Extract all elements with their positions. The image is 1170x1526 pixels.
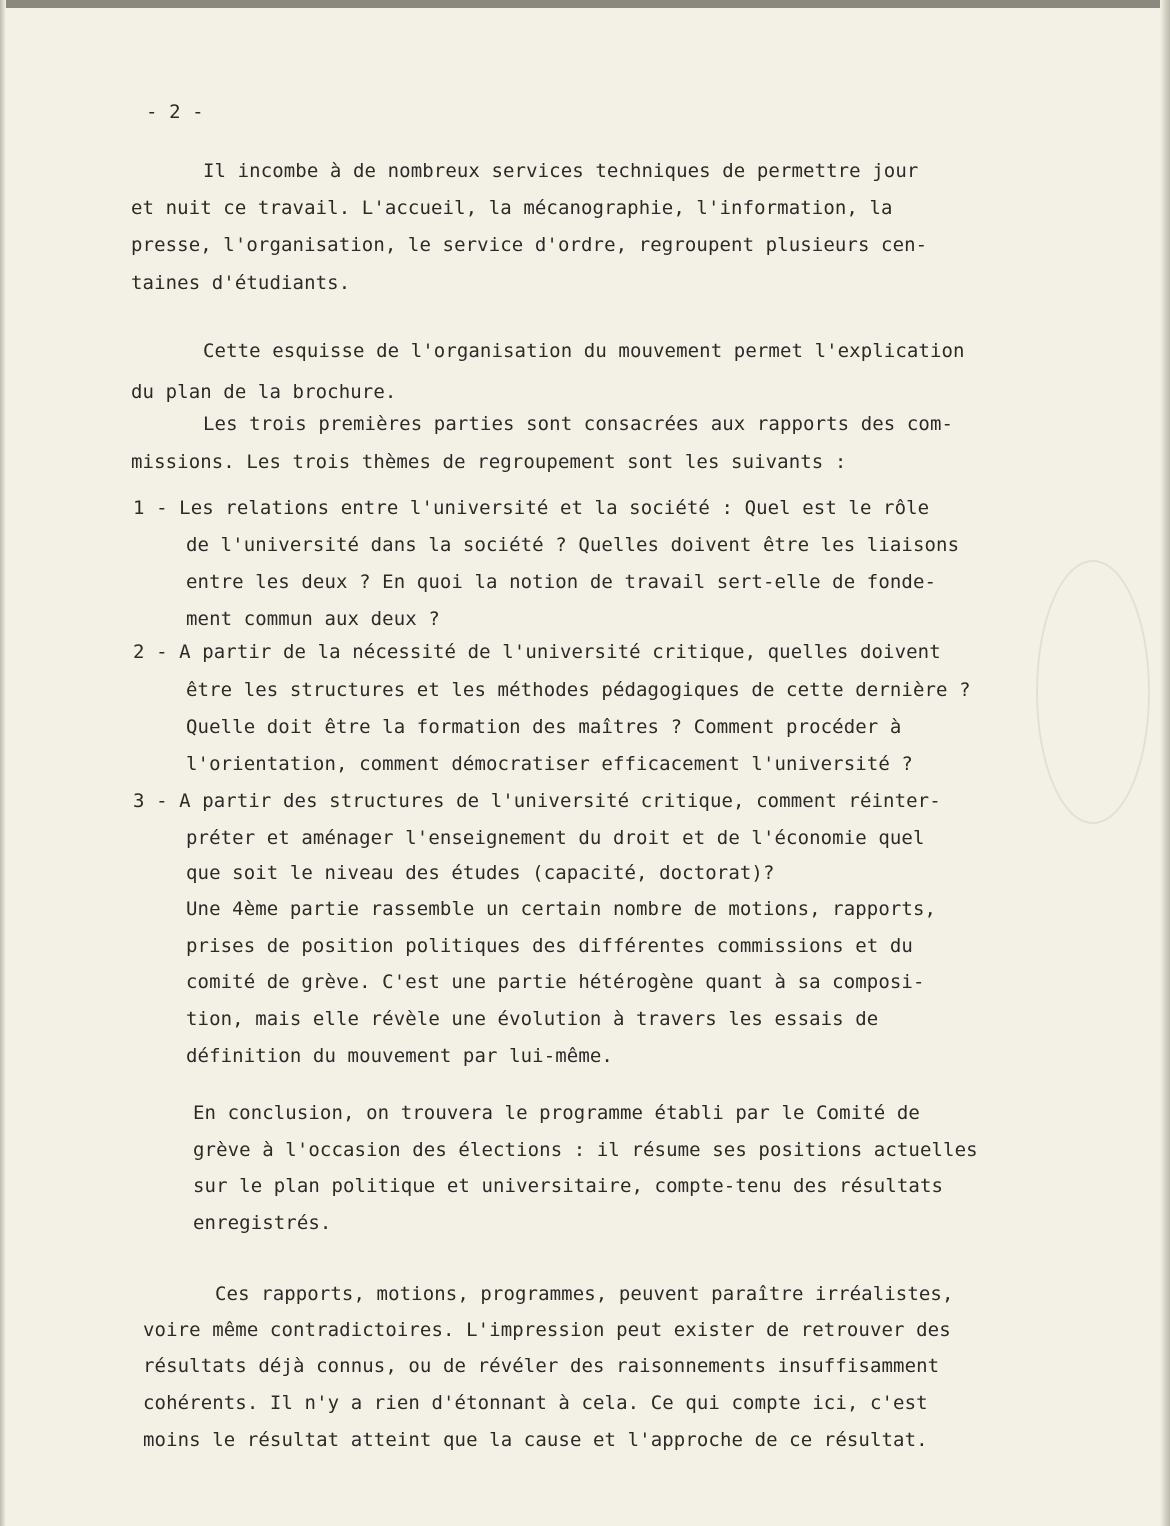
p4-line-2: prises de position politiques des différentes commissions et du [186, 935, 913, 957]
p5-line-2: grève à l'occasion des élections : il résume ses positions actuelles [193, 1139, 978, 1161]
p5-line-4: enregistrés. [193, 1212, 332, 1234]
p6-line-3: résultats déjà connus, ou de révéler des raisonnements insuffisamment [143, 1355, 940, 1377]
item-1-line-1: 1 - Les relations entre l'université et la société : Quel est le rôle [133, 497, 930, 519]
p5-line-1: En conclusion, on trouvera le programme établi par le Comité de [193, 1102, 920, 1124]
show-through-mark [1036, 560, 1150, 824]
item-3-line-1: 3 - A partir des structures de l'université critique, comment réinter- [133, 790, 941, 812]
item-2-line-1: 2 - A partir de la nécessité de l'université critique, quelles doivent [133, 641, 941, 663]
item-1-line-3: entre les deux ? En quoi la notion de travail sert-elle de fonde- [186, 571, 937, 593]
p6-line-5: moins le résultat atteint que la cause et l'approche de ce résultat. [143, 1429, 928, 1451]
p6-line-2: voire même contradictoires. L'impression peut exister de retrouver des [143, 1319, 951, 1341]
p4-line-3: comité de grève. C'est une partie hétérogène quant à sa composi- [186, 971, 925, 993]
page-number: - 2 - [146, 101, 204, 123]
p3-line-2: missions. Les trois thèmes de regroupement sont les suivants : [131, 451, 847, 473]
scan-top-edge [0, 0, 1170, 8]
p1-line-1: Il incombe à de nombreux services techniques de permettre jour [203, 160, 919, 182]
item-2-line-2: être les structures et les méthodes pédagogiques de cette dernière ? [186, 679, 971, 701]
p3-line-1: Les trois premières parties sont consacrées aux rapports des com- [203, 413, 954, 435]
p5-line-3: sur le plan politique et universitaire, compte-tenu des résultats [193, 1175, 944, 1197]
item-3-line-2: préter et aménager l'enseignement du droit et de l'économie quel [186, 827, 925, 849]
scan-left-edge [0, 0, 6, 1526]
item-2-line-3: Quelle doit être la formation des maîtres ? Comment procéder à [186, 716, 902, 738]
p4-line-5: définition du mouvement par lui-même. [186, 1045, 613, 1067]
p4-line-4: tion, mais elle révèle une évolution à travers les essais de [186, 1008, 879, 1030]
item-3-line-3: que soit le niveau des études (capacité, doctorat)? [186, 862, 775, 884]
scan-right-edge [1160, 0, 1170, 1526]
item-2-line-4: l'orientation, comment démocratiser efficacement l'université ? [186, 753, 913, 775]
p1-line-2: et nuit ce travail. L'accueil, la mécanographie, l'information, la [131, 197, 893, 219]
p6-line-1: Ces rapports, motions, programmes, peuvent paraître irréalistes, [215, 1283, 954, 1305]
p1-line-3: presse, l'organisation, le service d'ordre, regroupent plusieurs cen- [131, 234, 928, 256]
p4-line-1: Une 4ème partie rassemble un certain nombre de motions, rapports, [186, 898, 937, 920]
p2-line-2: du plan de la brochure. [131, 381, 397, 403]
p1-line-4: taines d'étudiants. [131, 272, 351, 294]
item-1-line-4: ment commun aux deux ? [186, 608, 440, 630]
p6-line-4: cohérents. Il n'y a rien d'étonnant à cela. Ce qui compte ici, c'est [143, 1392, 928, 1414]
item-1-line-2: de l'université dans la société ? Quelles doivent être les liaisons [186, 534, 960, 556]
p2-line-1: Cette esquisse de l'organisation du mouvement permet l'explication [203, 340, 965, 362]
